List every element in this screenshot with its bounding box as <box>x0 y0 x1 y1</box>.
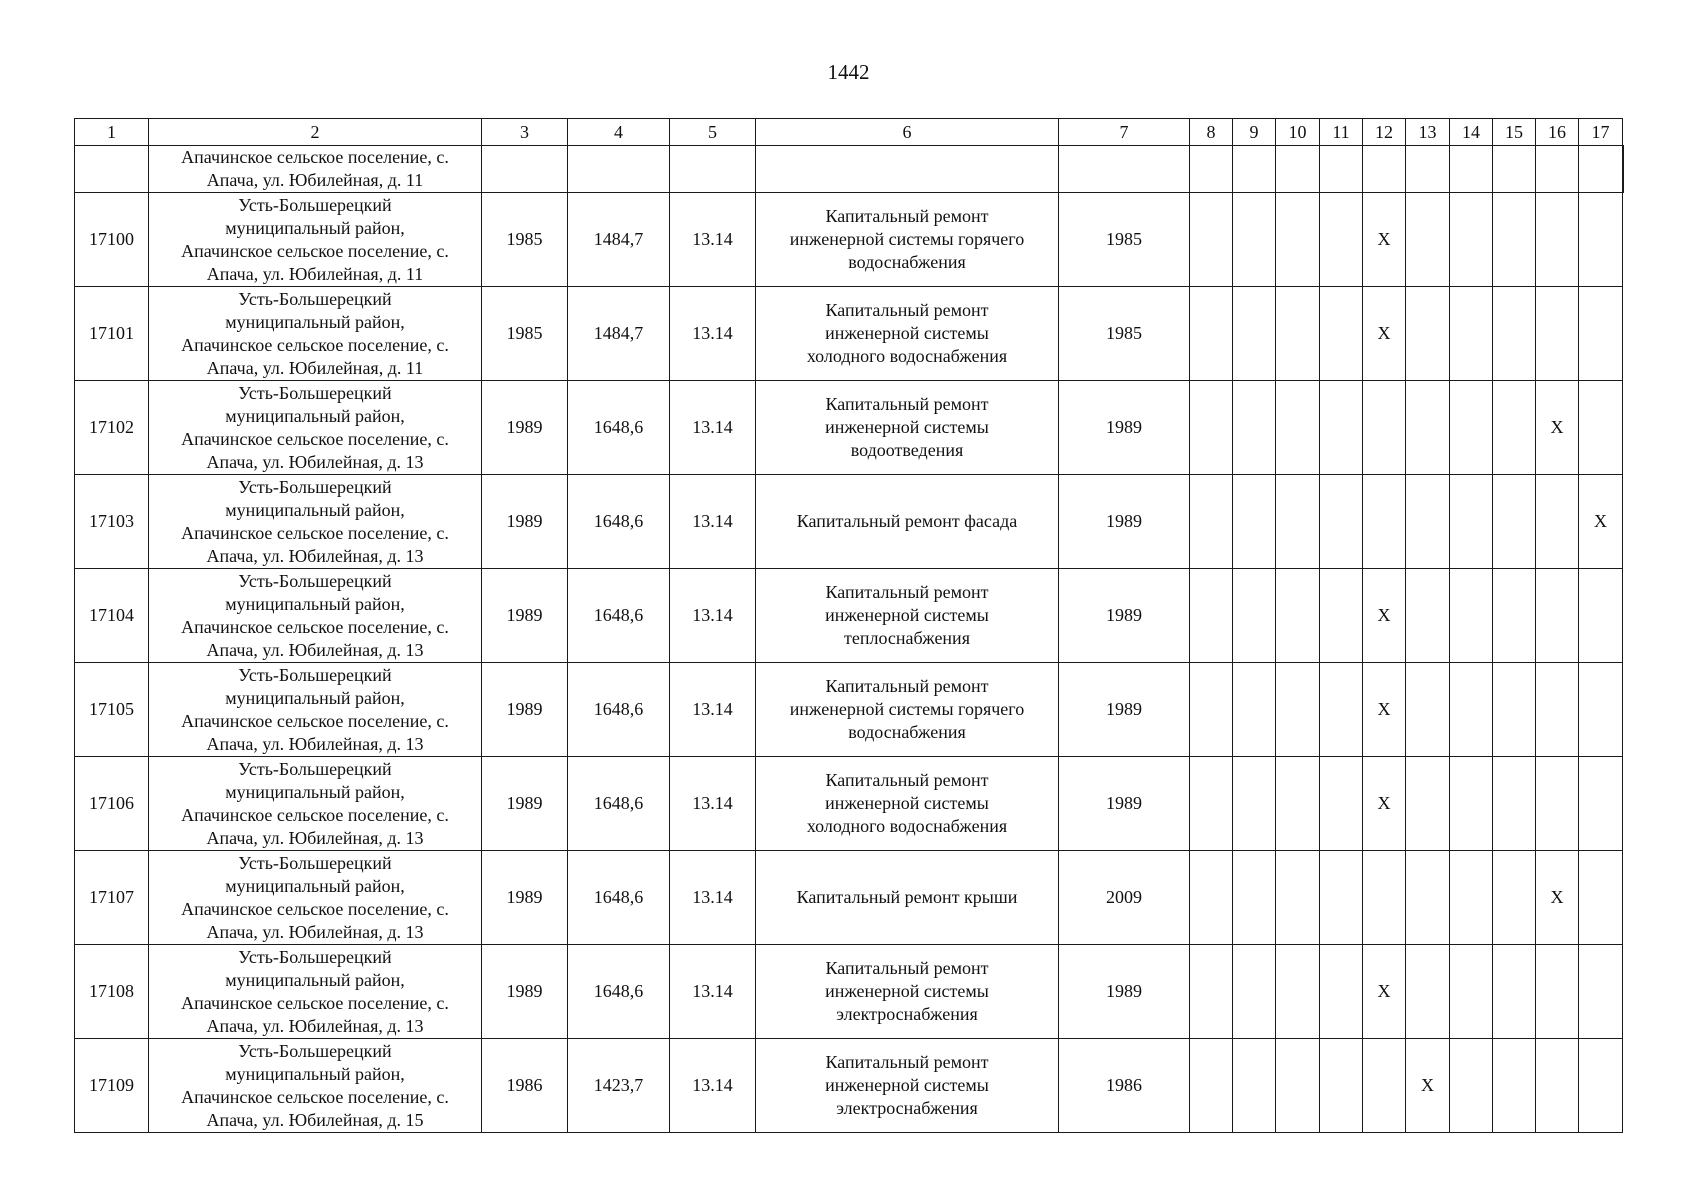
address-line: Апачинское сельское поселение, с. <box>181 616 449 637</box>
mark-cell <box>1579 757 1623 851</box>
area-cell: 1648,6 <box>568 663 670 757</box>
mark-cell <box>1579 851 1623 945</box>
address-line: Апача, ул. Юбилейная, д. 13 <box>206 1015 424 1036</box>
mark-cell <box>1276 1039 1320 1133</box>
area-cell: 1648,6 <box>568 851 670 945</box>
work-line: инженерной системы <box>825 793 989 813</box>
mark-cell <box>1493 475 1536 569</box>
mark-cell <box>1276 193 1320 287</box>
mark-cell <box>1233 757 1276 851</box>
mark-cell <box>1536 757 1579 851</box>
mark-cell <box>1320 851 1363 945</box>
row-id-cell: 17100 <box>75 193 149 287</box>
address-line: Апачинское сельское поселение, с. <box>181 710 449 731</box>
mark-cell <box>1320 381 1363 475</box>
table-row <box>75 945 1624 1039</box>
mark-cell <box>1320 757 1363 851</box>
address-line: Усть-Большерецкий <box>238 946 392 967</box>
work-line: Капитальный ремонт <box>825 582 989 602</box>
year-cell: 1989 <box>1059 757 1190 851</box>
mark-cell <box>1493 569 1536 663</box>
address-line: Апача, ул. Юбилейная, д. 13 <box>206 827 424 848</box>
mark-cell <box>1233 475 1276 569</box>
year-cell: 1986 <box>1059 1039 1190 1133</box>
empty-cell <box>1190 146 1233 193</box>
mark-cell <box>1190 287 1233 381</box>
mark-cell <box>1276 945 1320 1039</box>
address-line: Усть-Большерецкий <box>238 758 392 779</box>
year-built-cell: 1986 <box>482 1039 568 1133</box>
mark-cell <box>1276 569 1320 663</box>
mark-cell <box>1233 569 1276 663</box>
address-line: Апача, ул. Юбилейная, д. 13 <box>206 545 424 566</box>
work-type-cell <box>756 475 1059 569</box>
table-row <box>75 1039 1624 1133</box>
mark-cell <box>1579 1039 1623 1133</box>
code-cell: 13.14 <box>670 569 756 663</box>
mark-cell <box>1233 663 1276 757</box>
table-row <box>75 757 1624 851</box>
mark-cell <box>1276 663 1320 757</box>
mark-cell <box>1406 475 1450 569</box>
work-line: Капитальный ремонт <box>825 958 989 978</box>
address-line: Апача, ул. Юбилейная, д. 13 <box>206 639 424 660</box>
mark-cell <box>1276 757 1320 851</box>
row-id-cell: 17102 <box>75 381 149 475</box>
year-cell: 1989 <box>1059 475 1190 569</box>
mark-cell <box>1450 663 1493 757</box>
address-line: Апачинское сельское поселение, с. <box>181 147 449 167</box>
mark-cell: X <box>1363 569 1406 663</box>
mark-cell <box>1363 475 1406 569</box>
empty-cell <box>756 146 1059 193</box>
mark-cell <box>1536 945 1579 1039</box>
year-cell: 1989 <box>1059 945 1190 1039</box>
column-header: 4 <box>568 119 670 146</box>
address-line: Апачинское сельское поселение, с. <box>181 334 449 355</box>
work-line: инженерной системы <box>825 1075 989 1095</box>
mark-cell: X <box>1579 475 1623 569</box>
page-number: 1442 <box>827 60 870 84</box>
work-type-cell <box>756 945 1059 1039</box>
mark-cell <box>1450 287 1493 381</box>
mark-cell: X <box>1363 193 1406 287</box>
address-line: Апача, ул. Юбилейная, д. 13 <box>206 733 424 754</box>
address-line: Апачинское сельское поселение, с. <box>181 898 449 919</box>
column-header: 5 <box>670 119 756 146</box>
row-id-cell: 17106 <box>75 757 149 851</box>
column-header: 9 <box>1233 119 1276 146</box>
work-line: водоотведения <box>850 440 964 460</box>
column-header: 11 <box>1320 119 1363 146</box>
mark-cell <box>1406 757 1450 851</box>
address-line: Усть-Большерецкий <box>238 288 392 309</box>
work-line: инженерной системы <box>825 323 989 343</box>
mark-cell <box>1450 1039 1493 1133</box>
mark-cell <box>1190 757 1233 851</box>
address-line: Апачинское сельское поселение, с. <box>181 428 449 449</box>
column-header: 14 <box>1450 119 1493 146</box>
table-row <box>75 381 1624 475</box>
mark-cell <box>1406 381 1450 475</box>
mark-cell <box>1493 287 1536 381</box>
mark-cell <box>1579 381 1623 475</box>
row-id-cell: 17101 <box>75 287 149 381</box>
table-row <box>75 663 1624 757</box>
area-cell: 1484,7 <box>568 193 670 287</box>
table-row <box>75 569 1624 663</box>
mark-cell <box>1536 1039 1579 1133</box>
table-row <box>75 287 1624 381</box>
empty-cell <box>568 146 670 193</box>
area-cell: 1648,6 <box>568 945 670 1039</box>
address-cell <box>149 851 482 945</box>
code-cell: 13.14 <box>670 757 756 851</box>
mark-cell <box>1320 663 1363 757</box>
mark-cell <box>1190 663 1233 757</box>
mark-cell <box>1233 945 1276 1039</box>
address-cell <box>149 287 482 381</box>
work-line: Капитальный ремонт <box>825 770 989 790</box>
mark-cell <box>1493 663 1536 757</box>
address-line: муниципальный район, <box>225 499 405 520</box>
area-cell: 1648,6 <box>568 569 670 663</box>
address-line: Апачинское сельское поселение, с. <box>181 992 449 1013</box>
empty-cell <box>1276 146 1320 193</box>
address-line: Усть-Большерецкий <box>238 664 392 685</box>
mark-cell <box>1450 381 1493 475</box>
column-header: 1 <box>75 119 149 146</box>
year-cell: 1985 <box>1059 193 1190 287</box>
mark-cell <box>1276 287 1320 381</box>
address-line: Усть-Большерецкий <box>238 382 392 403</box>
year-cell: 1989 <box>1059 381 1190 475</box>
address-cell <box>149 1039 482 1133</box>
work-line: инженерной системы <box>825 417 989 437</box>
mark-cell <box>1233 193 1276 287</box>
empty-cell <box>1536 146 1579 193</box>
column-header: 7 <box>1059 119 1190 146</box>
mark-cell <box>1493 193 1536 287</box>
work-line: водоснабжения <box>848 722 966 742</box>
work-line: Капитальный ремонт <box>825 394 989 414</box>
row-id-cell: 17107 <box>75 851 149 945</box>
mark-cell <box>1320 945 1363 1039</box>
row-id-cell: 17109 <box>75 1039 149 1133</box>
mark-cell <box>1450 569 1493 663</box>
table-row <box>75 475 1624 569</box>
year-built-cell: 1985 <box>482 193 568 287</box>
empty-cell <box>1623 146 1624 193</box>
address-cell <box>149 193 482 287</box>
empty-cell <box>1450 146 1493 193</box>
row-id-cell: 17104 <box>75 569 149 663</box>
mark-cell <box>1450 945 1493 1039</box>
mark-cell <box>1363 1039 1406 1133</box>
empty-cell <box>1233 146 1276 193</box>
mark-cell <box>1276 475 1320 569</box>
work-type-cell <box>756 287 1059 381</box>
mark-cell <box>1190 569 1233 663</box>
mark-cell <box>1406 851 1450 945</box>
area-cell: 1484,7 <box>568 287 670 381</box>
year-built-cell: 1985 <box>482 287 568 381</box>
code-cell: 13.14 <box>670 851 756 945</box>
area-cell: 1648,6 <box>568 381 670 475</box>
year-built-cell: 1989 <box>482 851 568 945</box>
work-line: инженерной системы <box>825 981 989 1001</box>
year-cell: 1989 <box>1059 569 1190 663</box>
mark-cell <box>1190 945 1233 1039</box>
header-row <box>75 119 1624 146</box>
empty-cell <box>1059 146 1190 193</box>
row-id-cell: 17108 <box>75 945 149 1039</box>
work-line: инженерной системы горячего <box>789 229 1025 249</box>
mark-cell <box>1450 757 1493 851</box>
mark-cell <box>1579 945 1623 1039</box>
address-line: Апача, ул. Юбилейная, д. 11 <box>206 170 424 190</box>
address-line: Апачинское сельское поселение, с. <box>181 804 449 825</box>
address-line: Усть-Большерецкий <box>238 476 392 497</box>
column-header: 16 <box>1536 119 1579 146</box>
column-header: 15 <box>1493 119 1536 146</box>
column-header: 12 <box>1363 119 1406 146</box>
address-line: Апача, ул. Юбилейная, д. 11 <box>206 357 424 378</box>
work-line: Капитальный ремонт крыши <box>796 887 1018 907</box>
year-cell: 2009 <box>1059 851 1190 945</box>
table-row <box>75 851 1624 945</box>
empty-cell <box>670 146 756 193</box>
mark-cell <box>1233 381 1276 475</box>
mark-cell <box>1536 569 1579 663</box>
work-type-cell <box>756 381 1059 475</box>
work-line: Капитальный ремонт <box>825 1052 989 1072</box>
column-header: 10 <box>1276 119 1320 146</box>
mark-cell <box>1493 1039 1536 1133</box>
mark-cell <box>1276 381 1320 475</box>
mark-cell: X <box>1536 851 1579 945</box>
address-line: муниципальный район, <box>225 781 405 802</box>
area-cell: 1423,7 <box>568 1039 670 1133</box>
mark-cell <box>1579 663 1623 757</box>
empty-cell <box>1579 146 1623 193</box>
mark-cell <box>1320 475 1363 569</box>
mark-cell <box>1406 663 1450 757</box>
mark-cell <box>1190 475 1233 569</box>
mark-cell <box>1579 287 1623 381</box>
address-cell <box>149 146 482 193</box>
year-built-cell: 1989 <box>482 569 568 663</box>
mark-cell <box>1493 381 1536 475</box>
mark-cell <box>1450 851 1493 945</box>
mark-cell <box>1536 287 1579 381</box>
mark-cell <box>1406 287 1450 381</box>
work-line: электроснабжения <box>836 1004 978 1024</box>
address-cell <box>149 381 482 475</box>
address-line: муниципальный район, <box>225 969 405 990</box>
mark-cell <box>1233 851 1276 945</box>
address-cell <box>149 757 482 851</box>
address-line: муниципальный район, <box>225 217 405 238</box>
mark-cell: X <box>1536 381 1579 475</box>
mark-cell <box>1406 569 1450 663</box>
work-line: холодного водоснабжения <box>806 816 1008 836</box>
code-cell: 13.14 <box>670 475 756 569</box>
empty-cell <box>1363 146 1406 193</box>
address-line: муниципальный район, <box>225 405 405 426</box>
code-cell: 13.14 <box>670 663 756 757</box>
year-built-cell: 1989 <box>482 475 568 569</box>
work-type-cell <box>756 851 1059 945</box>
work-type-cell <box>756 569 1059 663</box>
work-line: Капитальный ремонт <box>825 676 989 696</box>
year-built-cell: 1989 <box>482 945 568 1039</box>
mark-cell <box>1190 1039 1233 1133</box>
mark-cell: X <box>1363 287 1406 381</box>
mark-cell: X <box>1363 945 1406 1039</box>
table-row <box>75 193 1624 287</box>
mark-cell <box>1276 851 1320 945</box>
empty-cell <box>482 146 568 193</box>
work-type-cell <box>756 757 1059 851</box>
area-cell: 1648,6 <box>568 757 670 851</box>
address-cell <box>149 945 482 1039</box>
mark-cell <box>1536 663 1579 757</box>
column-header: 6 <box>756 119 1059 146</box>
address-line: Апачинское сельское поселение, с. <box>181 240 449 261</box>
column-header: 3 <box>482 119 568 146</box>
work-line: Капитальный ремонт <box>825 300 989 320</box>
address-cell <box>149 475 482 569</box>
mark-cell <box>1450 475 1493 569</box>
mark-cell <box>1190 193 1233 287</box>
work-line: инженерной системы горячего <box>789 699 1025 719</box>
code-cell: 13.14 <box>670 381 756 475</box>
year-built-cell: 1989 <box>482 663 568 757</box>
column-header: 8 <box>1190 119 1233 146</box>
repair-register-table <box>74 118 1624 1133</box>
work-line: холодного водоснабжения <box>806 346 1008 366</box>
address-line: муниципальный район, <box>225 1063 405 1084</box>
address-line: муниципальный район, <box>225 875 405 896</box>
row-id-cell <box>75 146 149 193</box>
address-cell <box>149 569 482 663</box>
mark-cell: X <box>1363 757 1406 851</box>
mark-cell: X <box>1363 663 1406 757</box>
mark-cell <box>1579 569 1623 663</box>
work-type-cell <box>756 663 1059 757</box>
code-cell: 13.14 <box>670 945 756 1039</box>
code-cell: 13.14 <box>670 287 756 381</box>
work-type-cell <box>756 193 1059 287</box>
mark-cell <box>1536 475 1579 569</box>
address-line: Усть-Большерецкий <box>238 1040 392 1061</box>
mark-cell <box>1363 851 1406 945</box>
address-line: Апачинское сельское поселение, с. <box>181 1086 449 1107</box>
column-header: 2 <box>149 119 482 146</box>
empty-cell <box>1320 146 1363 193</box>
mark-cell <box>1320 193 1363 287</box>
address-line: Апачинское сельское поселение, с. <box>181 522 449 543</box>
row-id-cell: 17105 <box>75 663 149 757</box>
code-cell: 13.14 <box>670 193 756 287</box>
mark-cell <box>1493 851 1536 945</box>
work-type-cell <box>756 1039 1059 1133</box>
mark-cell <box>1320 569 1363 663</box>
mark-cell <box>1233 1039 1276 1133</box>
empty-cell <box>1406 146 1450 193</box>
mark-cell <box>1406 945 1450 1039</box>
work-line: Капитальный ремонт фасада <box>796 511 1018 531</box>
address-cell <box>149 663 482 757</box>
address-line: Апача, ул. Юбилейная, д. 13 <box>206 451 424 472</box>
address-line: Усть-Большерецкий <box>238 194 392 215</box>
row-id-cell: 17103 <box>75 475 149 569</box>
mark-cell <box>1450 193 1493 287</box>
address-line: Усть-Большерецкий <box>238 570 392 591</box>
work-line: электроснабжения <box>836 1098 978 1118</box>
mark-cell <box>1190 381 1233 475</box>
mark-cell <box>1320 1039 1363 1133</box>
address-line: Апача, ул. Юбилейная, д. 15 <box>206 1109 424 1130</box>
mark-cell <box>1363 381 1406 475</box>
year-cell: 1989 <box>1059 663 1190 757</box>
mark-cell <box>1320 287 1363 381</box>
continuation-row <box>75 146 1624 193</box>
address-line: Апача, ул. Юбилейная, д. 11 <box>206 263 424 284</box>
address-line: Усть-Большерецкий <box>238 852 392 873</box>
area-cell: 1648,6 <box>568 475 670 569</box>
mark-cell <box>1579 193 1623 287</box>
column-header: 17 <box>1579 119 1623 146</box>
address-line: Апача, ул. Юбилейная, д. 13 <box>206 921 424 942</box>
year-cell: 1985 <box>1059 287 1190 381</box>
empty-cell <box>1493 146 1536 193</box>
column-header: 13 <box>1406 119 1450 146</box>
mark-cell <box>1406 193 1450 287</box>
year-built-cell: 1989 <box>482 757 568 851</box>
work-line: Капитальный ремонт <box>825 206 989 226</box>
code-cell: 13.14 <box>670 1039 756 1133</box>
mark-cell <box>1493 757 1536 851</box>
work-line: инженерной системы <box>825 605 989 625</box>
work-line: теплоснабжения <box>844 628 970 648</box>
address-line: муниципальный район, <box>225 593 405 614</box>
mark-cell <box>1233 287 1276 381</box>
work-line: водоснабжения <box>848 252 966 272</box>
address-line: муниципальный район, <box>225 687 405 708</box>
mark-cell: X <box>1406 1039 1450 1133</box>
address-line: муниципальный район, <box>225 311 405 332</box>
mark-cell <box>1190 851 1233 945</box>
mark-cell <box>1536 193 1579 287</box>
mark-cell <box>1493 945 1536 1039</box>
year-built-cell: 1989 <box>482 381 568 475</box>
